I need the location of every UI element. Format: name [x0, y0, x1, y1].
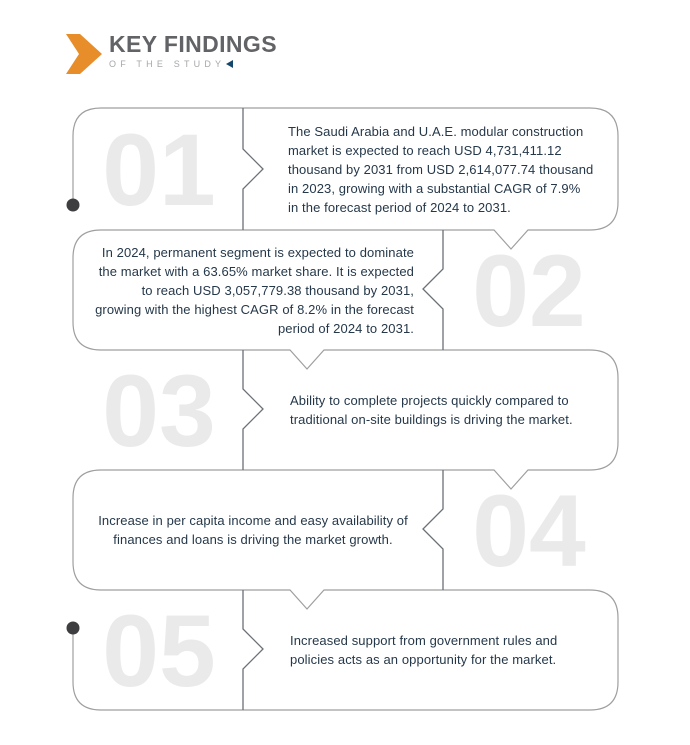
divider-chevron-right-1 [243, 108, 263, 230]
page-subtitle: OF THE STUDY [109, 59, 226, 70]
finding-number-05: 05 [102, 594, 216, 708]
finding-number-01: 01 [102, 113, 216, 227]
divider-chevron-right-5 [243, 590, 263, 710]
finding-text-02: In 2024, permanent segment is expected to dominate the market with a 63.65% market share. It is expected to reach USD 3,057,779.38 thousand by 2031, growing with the highest CAGR of 8.2% in the forecast period of 2024 to 2031. [95, 244, 414, 336]
header [66, 32, 277, 74]
fast-forward-chevron-icon [66, 34, 102, 74]
finding-number-04: 04 [472, 474, 586, 588]
navy-pointer-icon [226, 60, 233, 68]
divider-chevron-right-3 [243, 350, 263, 470]
divider-chevron-left-2 [423, 230, 443, 350]
finding-number-03: 03 [102, 354, 216, 468]
header-titles [109, 32, 277, 69]
finding-text-05: Increased support from government rules and policies acts as an opportunity for the market. [290, 633, 558, 667]
finding-text-01: The Saudi Arabia and U.A.E. modular construction market is expected to reach USD 4,731,411.12 thousand by 2031 from USD 2,614,077.74 thousand in 2023, growing with a substantial CAGR of 7.9% in the forecast period of 2024 to 2031. [288, 123, 594, 215]
finding-text-04: Increase in per capita income and easy availability of finances and loans is driving the market growth. [98, 513, 408, 547]
page-subtitle-row [109, 59, 277, 69]
page-title: KEY FINDINGS [109, 31, 277, 57]
finding-text-03: Ability to complete projects quickly compared to traditional on-site buildings is driving the market. [290, 393, 573, 427]
finding-number-02: 02 [472, 234, 586, 348]
divider-chevron-left-4 [423, 470, 443, 590]
